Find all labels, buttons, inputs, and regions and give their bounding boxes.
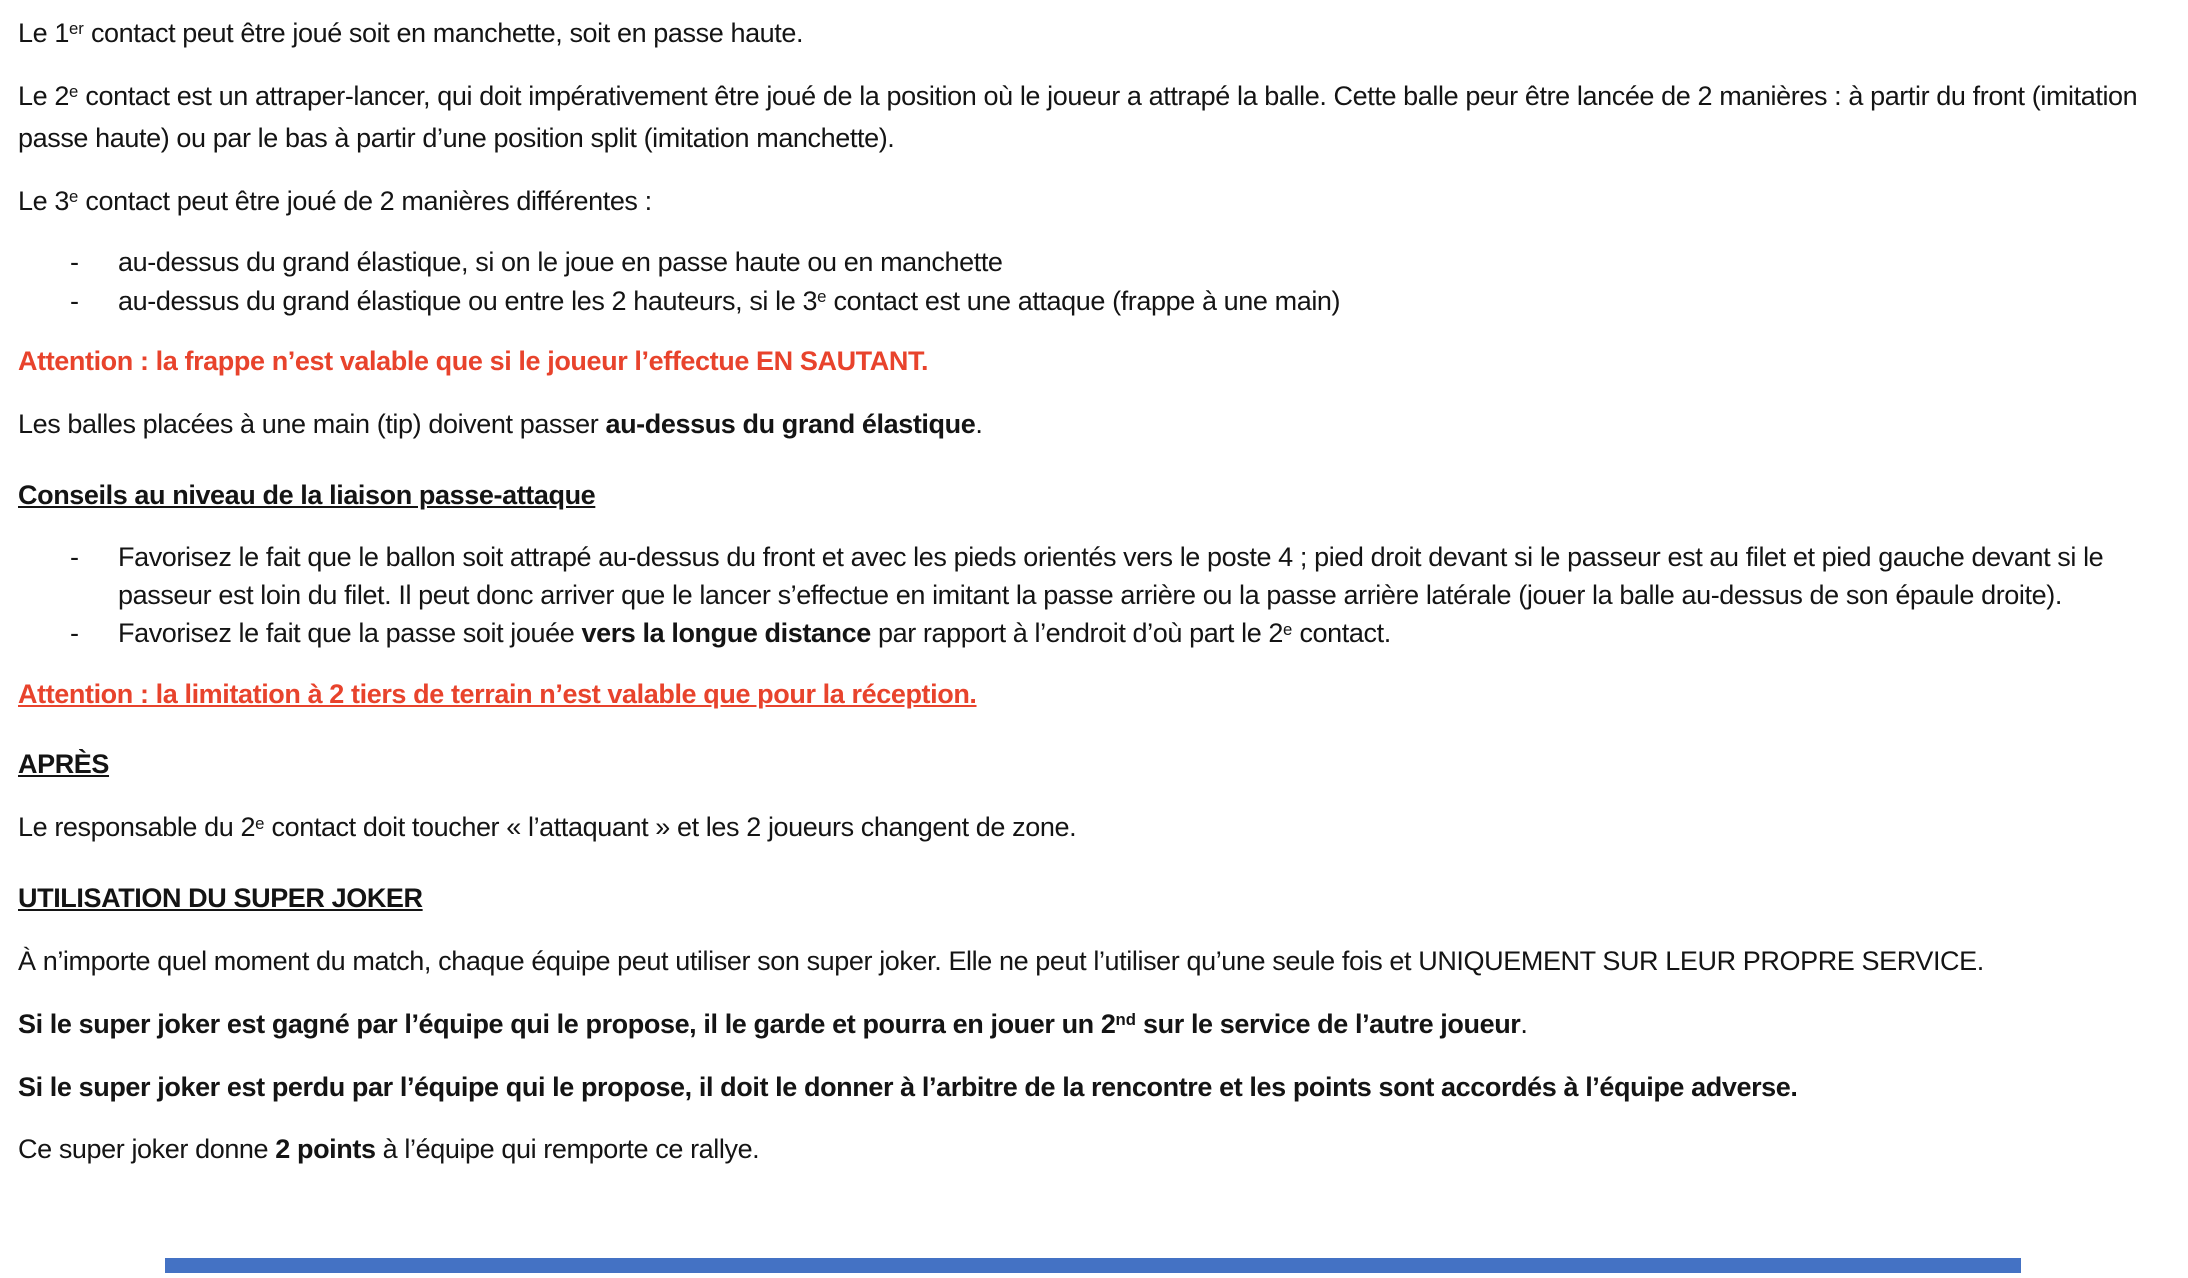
text-run: Le 3 [18, 185, 69, 216]
text-run: 2 points [275, 1134, 376, 1165]
text-run: contact doit toucher « l’attaquant » et les 2 joueurs changent de zone. [264, 812, 1077, 843]
text-run: er [68, 19, 84, 39]
section-heading [18, 878, 2166, 920]
text-run: À n’importe quel moment du match, chaque équipe peut utiliser son super joker. Elle ne peut l’utiliser qu’une seule fois et UNIQUEMENT SUR LEUR PROPRE SERVICE. [18, 945, 1984, 976]
document-content [18, 13, 2166, 1171]
text-run: Favorisez le fait que la passe soit jouée [118, 618, 582, 649]
paragraph [18, 76, 2166, 160]
paragraph [18, 13, 2166, 55]
text-run: contact peut être joué soit en manchette, soit en passe haute. [83, 18, 804, 48]
bullet-dash-icon: - [70, 285, 79, 316]
bullet-list [18, 538, 2166, 653]
paragraph [18, 1129, 2166, 1171]
paragraph [18, 404, 2166, 446]
text-run: e [68, 82, 79, 102]
text-run: Le 2 [18, 80, 69, 111]
text-run: contact. [1292, 618, 1391, 649]
list-item [18, 282, 2166, 320]
text-run: e [1283, 619, 1293, 639]
list-item-text [118, 247, 1003, 277]
text-run: Favorisez le fait que le ballon soit attrapé au-dessus du front et avec les pieds orientés vers le poste 4 ; pied droit devant si le passeur est au filet et pied gauche devant si le passeur est loin du filet. Il peut donc arriver que le lancer s’effectue en imitant la passe arrière ou la passe arrière latérale (jouer la balle au-dessus de son épaule droite). [118, 541, 2104, 610]
bullet-list [18, 243, 2166, 320]
paragraph [18, 674, 2166, 716]
text-run: Les balles placées à une main (tip) doivent passer [18, 408, 606, 439]
text-run: contact est un attraper-lancer, qui doit impérativement être joué de la position où le joueur a attrapé la balle. Cette balle peur être lancée de 2 manières : à partir du front (imitation passe haute) ou par le bas à partir d’une position split (imitation manchette). [18, 80, 2138, 153]
text-run: . [975, 408, 983, 439]
text-run: Le 1 [18, 18, 69, 48]
text-run: par rapport à l’endroit d’où part le 2 [870, 618, 1284, 649]
list-item [18, 243, 2166, 281]
text-run: nd [1115, 1010, 1136, 1030]
text-run: au-dessus du grand élastique, si on le joue en passe haute ou en manchette [118, 247, 1003, 278]
text-run: sur le service de l’autre joueur [1135, 1008, 1521, 1039]
text-run: contact peut être joué de 2 manières différentes : [78, 185, 652, 216]
text-run: e [68, 187, 79, 206]
paragraph [18, 181, 2166, 223]
text-run: . [1520, 1008, 1528, 1039]
paragraph [18, 941, 2166, 983]
list-item-text [118, 618, 1391, 648]
text-run: au-dessus du grand élastique [605, 408, 976, 439]
list-item-text [118, 286, 1340, 316]
bullet-dash-icon: - [70, 247, 79, 278]
text-run: e [817, 287, 827, 307]
bullet-dash-icon: - [70, 541, 79, 572]
text-run: UTILISATION DU SUPER JOKER [18, 883, 423, 914]
text-run: Conseils au niveau de la liaison passe-attaque [18, 479, 596, 510]
section-heading [18, 475, 2166, 517]
list-item [18, 538, 2166, 615]
text-run: Si le super joker est perdu par l’équipe qui le propose, il doit le donner à l’arbitre de la rencontre et les points sont accordés à l’équipe adverse. [18, 1071, 1798, 1102]
paragraph [18, 341, 2166, 383]
text-run: vers la longue distance [581, 618, 871, 649]
text-run: Attention : la frappe n’est valable que si le joueur l’effectue EN SAUTANT. [18, 346, 929, 377]
text-run: Le responsable du 2 [18, 812, 256, 843]
section-heading [18, 744, 2166, 786]
bullet-dash-icon: - [70, 618, 79, 649]
text-run: Ce super joker donne [18, 1134, 276, 1165]
text-run: Si le super joker est gagné par l’équipe qui le propose, il le garde et pourra en jouer un 2 [18, 1008, 1116, 1039]
text-run: APRÈS [18, 749, 110, 780]
text-run: contact est une attaque (frappe à une main) [826, 285, 1341, 316]
paragraph [18, 1004, 2166, 1046]
list-item [18, 614, 2166, 652]
paragraph [18, 807, 2166, 849]
text-run: au-dessus du grand élastique ou entre les 2 hauteurs, si le 3 [118, 285, 818, 316]
table-header-bar-partial [165, 1258, 2021, 1273]
text-run: Attention : la limitation à 2 tiers de terrain n’est valable que pour la réception. [18, 678, 977, 709]
paragraph [18, 1067, 2166, 1109]
text-run: e [255, 813, 265, 833]
list-item-text [118, 542, 2103, 610]
text-run: à l’équipe qui remporte ce rallye. [375, 1134, 760, 1165]
